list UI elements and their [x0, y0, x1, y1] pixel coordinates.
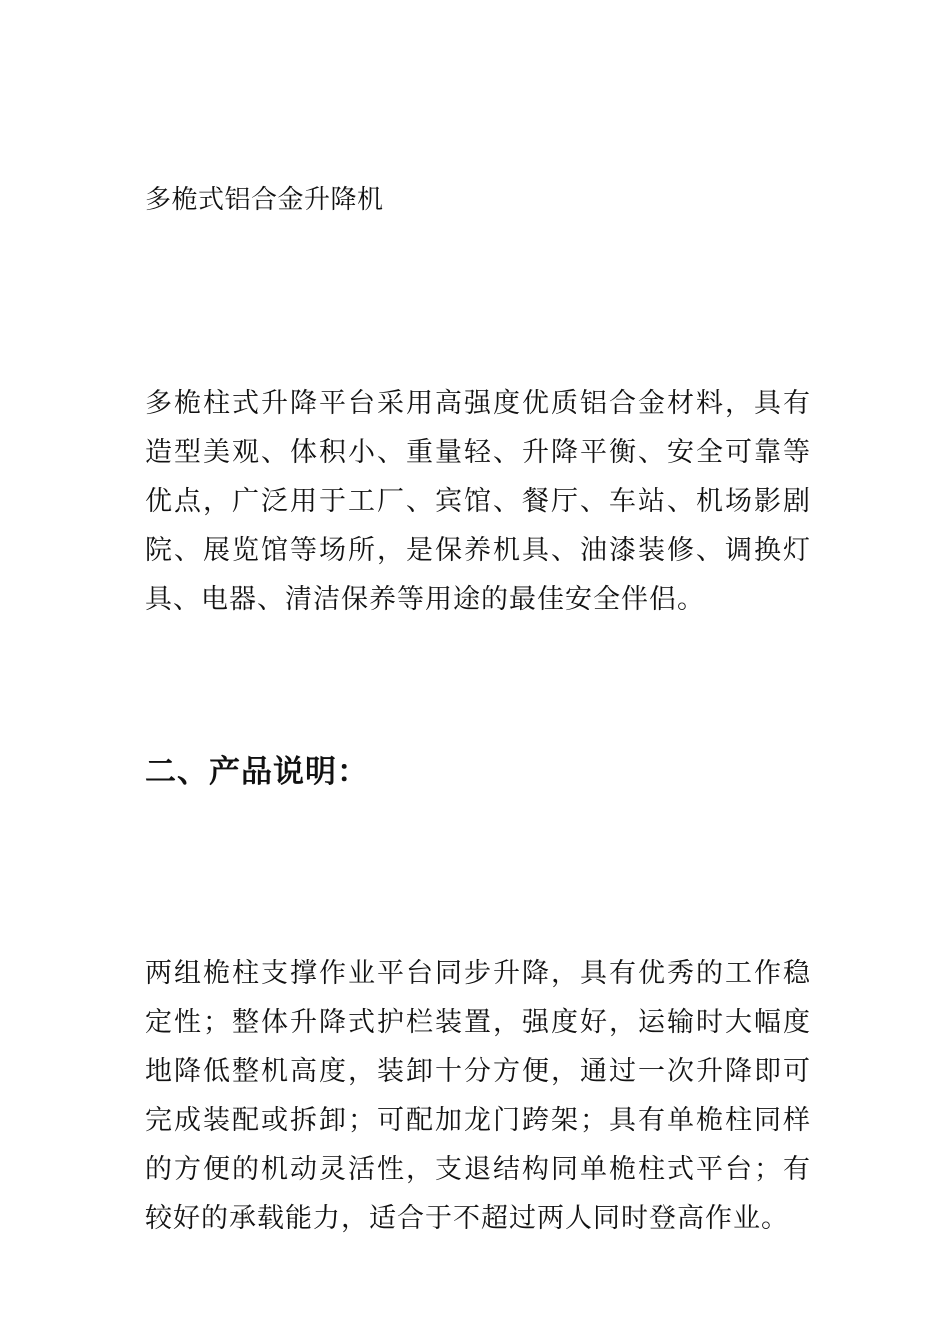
- section-heading: 二、产品说明：: [145, 754, 369, 790]
- description-paragraph: 两组桅柱支撑作业平台同步升降，具有优秀的工作稳定性；整体升降式护栏装置，强度好，运输时大幅度地降低整机高度，装卸十分方便，通过一次升降即可完成装配或拆卸；可配加龙门跨架；具有单桅柱同样的方便的机动灵活性，支退结构同单桅柱式平台；有较好的承载能力，适合于不超过两人同时登高作业。: [145, 958, 811, 1234]
- document-title: 多桅式铝合金升降机: [145, 185, 384, 215]
- intro-paragraph: 多桅柱式升降平台采用高强度优质铝合金材料，具有造型美观、体积小、重量轻、升降平衡、安全可靠等优点，广泛用于工厂、宾馆、餐厅、车站、机场影剧院、展览馆等场所，是保养机具、油漆装修、调换灯具、电器、清洁保养等用途的最佳安全伴侣。: [145, 388, 811, 615]
